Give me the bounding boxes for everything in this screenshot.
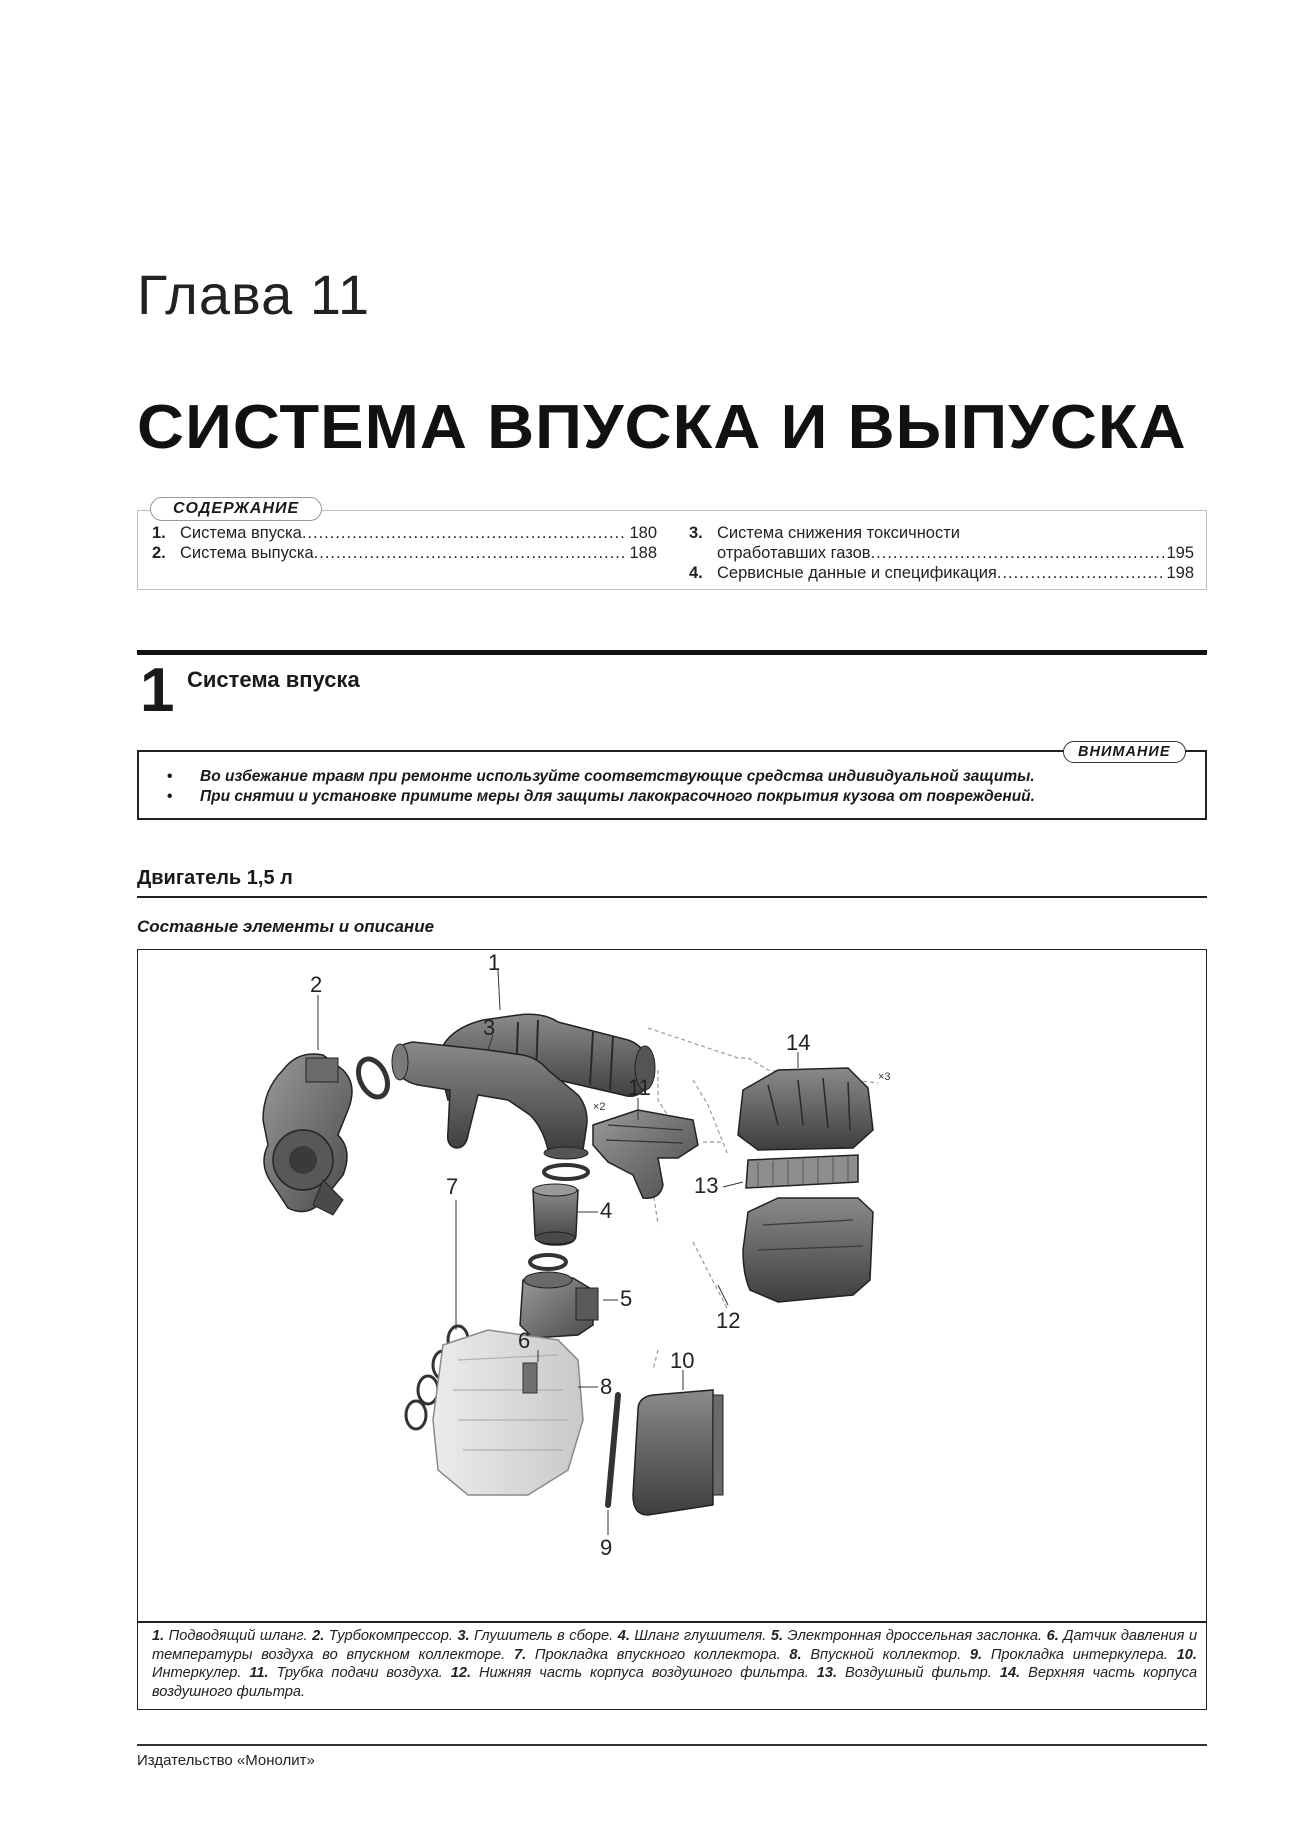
part-turbocharger <box>263 1054 352 1215</box>
caption-number: 7. <box>513 1646 527 1663</box>
components-heading: Составные элементы и описание <box>137 917 435 936</box>
caption-text: Датчик давления и температуры воздуха во впускном коллекторе. <box>152 1628 1198 1663</box>
section-number: 1 <box>140 656 175 725</box>
caption-number: 12. <box>450 1665 472 1681</box>
toc-item-page: 198 <box>1166 564 1194 582</box>
toc-item-page: 188 <box>629 544 657 562</box>
toc-item-text: Система впуска <box>180 524 302 542</box>
callout-1: 1 <box>488 950 501 975</box>
bullet: • <box>167 788 173 805</box>
warning-item-1 <box>167 768 1035 786</box>
callout-7: 7 <box>446 1174 459 1199</box>
part-air-filter <box>746 1155 858 1188</box>
caption-text: Верхняя часть корпуса воздушного фильтра. <box>152 1665 1198 1700</box>
chapter-label: Глава 11 <box>137 263 370 326</box>
part-intake-manifold <box>433 1330 583 1495</box>
callout-11: 11 <box>628 1075 651 1100</box>
caption-number: 6. <box>1046 1628 1059 1644</box>
part-muffler-hose <box>533 1184 578 1245</box>
toc-dot-leader <box>314 543 628 563</box>
publisher-footer: Издательство «Монолит» <box>137 1752 315 1769</box>
toc-dot-leader <box>302 523 628 543</box>
caption-text: Шланг глушителя. <box>634 1628 767 1644</box>
caption-text: Нижняя часть корпуса воздушного фильтра. <box>479 1665 809 1681</box>
toc-item-3-line-1[interactable] <box>689 523 1194 543</box>
figure-caption <box>152 1627 1197 1701</box>
toc-dot-leader <box>997 563 1165 583</box>
caption-number: 11. <box>249 1665 269 1681</box>
caption-text: Подводящий шланг. <box>168 1628 308 1644</box>
toc-item-number: 3. <box>689 524 703 542</box>
warning-label: ВНИМАНИЕ <box>1063 741 1186 763</box>
caption-number: 13. <box>816 1665 838 1681</box>
callout-5: 5 <box>620 1286 633 1311</box>
callout-2: 2 <box>310 972 323 997</box>
figure-divider <box>137 1621 1207 1623</box>
bullet: • <box>167 768 173 785</box>
warning-text: При снятии и установке примите меры для защиты лакокрасочного покрытия кузова от повреждений. <box>200 788 1035 805</box>
part-air-supply-pipe <box>593 1110 698 1198</box>
engine-rule <box>137 896 1207 898</box>
toc-item-4[interactable] <box>689 563 1194 583</box>
part-air-filter-upper <box>738 1068 873 1150</box>
toc-label: СОДЕРЖАНИЕ <box>150 497 322 521</box>
caption-number: 5. <box>770 1628 784 1644</box>
part-clamp-ring <box>353 1054 393 1101</box>
caption-text: Воздушный фильтр. <box>845 1665 992 1681</box>
callout-3: 3 <box>483 1015 496 1040</box>
page-title: СИСТЕМА ВПУСКА И ВЫПУСКА <box>137 393 1187 462</box>
caption-number: 3. <box>457 1628 470 1644</box>
caption-text: Интеркулер. <box>152 1665 242 1681</box>
qty-x3: ×3 <box>878 1071 891 1083</box>
toc-dot-leader <box>871 543 1165 563</box>
toc-item-text: Сервисные данные и спецификация <box>717 564 997 582</box>
toc-item-page: 180 <box>629 524 657 542</box>
callout-6: 6 <box>518 1328 531 1353</box>
caption-text: Прокладка интеркулера. <box>990 1646 1168 1663</box>
qty-x2: ×2 <box>593 1101 606 1113</box>
toc-item-text: Система выпуска <box>180 544 314 562</box>
footer-rule <box>137 1744 1207 1746</box>
part-throttle-valve <box>520 1255 598 1338</box>
warning-item-2 <box>167 788 1035 806</box>
caption-number: 10. <box>1176 1646 1197 1663</box>
engine-heading: Двигатель 1,5 л <box>137 867 293 889</box>
toc-item-number: 1. <box>152 524 166 542</box>
toc-item-number: 4. <box>689 564 703 582</box>
toc-item-2[interactable] <box>152 543 657 563</box>
toc-item-page: 195 <box>1166 544 1194 562</box>
caption-text: Впускной коллектор. <box>810 1646 962 1663</box>
caption-number: 14. <box>999 1665 1021 1681</box>
caption-text: Турбокомпрессор. <box>328 1628 453 1644</box>
warning-text: Во избежание травм при ремонте используйте соответствующие средства индивидуальной защиты. <box>200 768 1035 785</box>
section-rule <box>137 650 1207 655</box>
caption-number: 2. <box>312 1628 325 1644</box>
toc-item-1[interactable] <box>152 523 657 543</box>
intake-system-diagram <box>138 950 1206 1620</box>
callout-8: 8 <box>600 1374 613 1399</box>
toc-item-text: Система снижения токсичности <box>717 524 961 542</box>
part-intercooler-gasket <box>608 1395 618 1505</box>
caption-number: 1. <box>152 1628 165 1644</box>
callout-9: 9 <box>600 1535 613 1560</box>
toc-item-text: отработавших газов <box>717 544 871 562</box>
caption-text: Электронная дроссельная заслонка. <box>787 1628 1043 1644</box>
caption-number: 4. <box>617 1628 630 1644</box>
callout-13: 13 <box>694 1173 719 1198</box>
caption-text: Глушитель в сборе. <box>474 1628 614 1644</box>
toc-item-number: 2. <box>152 544 166 562</box>
caption-text: Прокладка впускного коллектора. <box>534 1646 781 1663</box>
part-intercooler <box>633 1390 723 1515</box>
toc-item-3-line-2[interactable] <box>689 543 1194 563</box>
callout-12: 12 <box>716 1308 741 1333</box>
caption-number: 8. <box>789 1646 802 1663</box>
part-small-clamp <box>544 1165 588 1179</box>
section-title: Система впуска <box>187 667 360 692</box>
part-air-filter-lower <box>743 1198 873 1302</box>
callout-4: 4 <box>600 1198 613 1223</box>
caption-number: 9. <box>969 1646 983 1663</box>
callout-14: 14 <box>786 1030 811 1055</box>
caption-text: Трубка подачи воздуха. <box>276 1665 443 1681</box>
callout-10: 10 <box>670 1348 695 1373</box>
